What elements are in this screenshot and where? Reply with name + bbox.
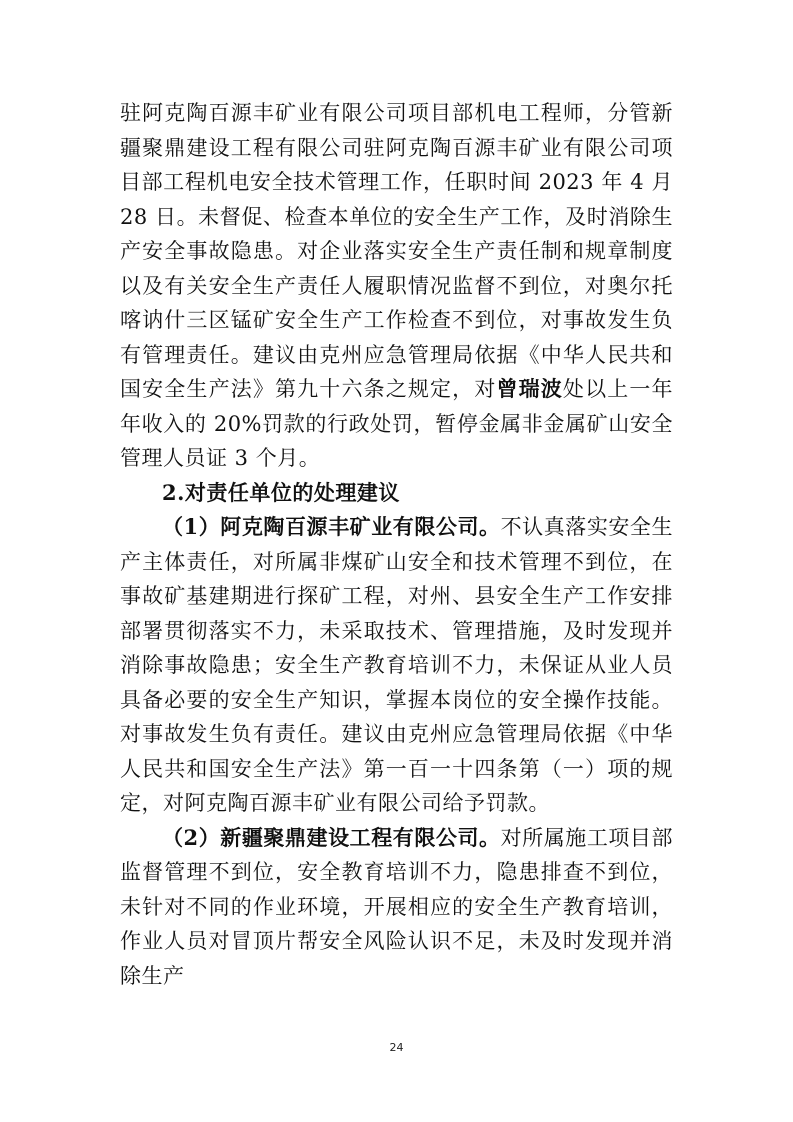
unit-1-heading: （1）阿克陶百源丰矿业有限公司。 [162,514,501,539]
paragraph-text-part2: 处以上一年年收入的 20%罚款的行政处罚，暂停金属非金属矿山安全管理人员证 3 个月。 [120,377,674,470]
paragraph-penalty-individual [120,96,673,476]
unit-2-text: 对所属施工项目部监督管理不到位，安全教育培训不力，隐患排查不到位，未针对不同的作业环境，开展相应的安全生产教育培训，作业人员对冒顶片帮安全风险认识不足，未及时发现并消除生产 [120,825,673,988]
page-number: 24 [389,1041,404,1054]
unit-2-heading: （2）新疆聚鼎建设工程有限公司。 [162,824,501,850]
paragraph-unit-1 [120,510,673,821]
person-name: 曾瑞波 [496,376,563,401]
body-text [120,96,673,993]
unit-1-text: 不认真落实安全生产主体责任，对所属非煤矿山安全和技术管理不到位，在事故矿基建期进行探矿工程，对州、县安全生产工作安排部署贯彻落实不力，未采取技术、管理措施，及时发现并消除事故隐患；安全生产教育培训不力，未保证从业人员具备必要的安全生产知识，掌握本岗位的安全操作技能。对事故发生负有责任。建议由克州应急管理局依据《中华人民共和国安全生产法》第一百一十四条第（一）项的规定，对阿克陶百源丰矿业有限公司给予罚款。 [120,515,673,815]
paragraph-text-part1: 驻阿克陶百源丰矿业有限公司项目部机电工程师，分管新疆聚鼎建设工程有限公司驻阿克陶百源丰矿业有限公司项目部工程机电安全技术管理工作，任职时间 2023 年 4 月 28 日。未督促、检查本单位的安全生产工作，及时消除生产安全事故隐患。对企业落实安全生产责任制和规章制度以及有关安全生产责任人履职情况监督不到位，对奥尔托喀讷什三区锰矿安全生产工作检查不到位，对事故发生负有管理责任。建议由克州应急管理局依据《中华人民共和国安全生产法》第九十六条之规定，对 [120,101,673,401]
paragraph-unit-2 [120,821,673,994]
section-heading: 2.对责任单位的处理建议 [162,479,400,505]
